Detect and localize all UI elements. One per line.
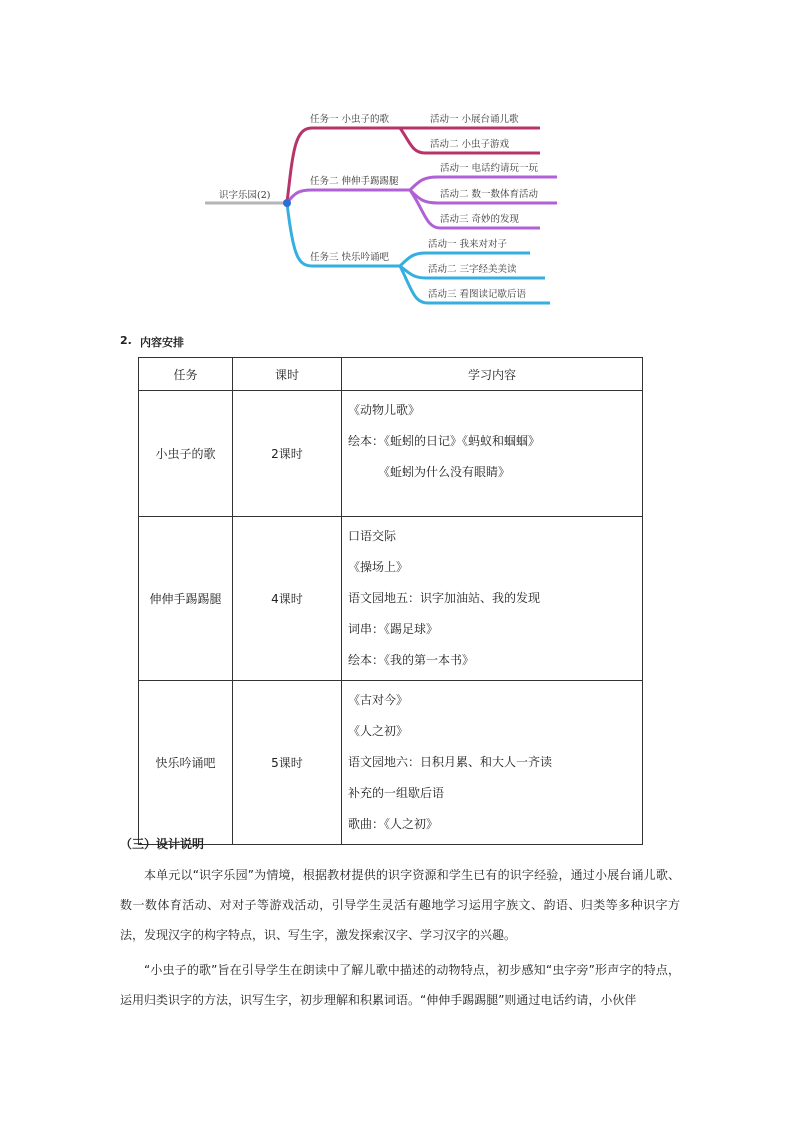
paragraph: “小虫子的歌”旨在引导学生在朗读中了解儿歌中描述的动物特点，初步感知“虫字旁”形声字的特点，运用归类识字的方法，识写生字，初步理解和积累词语。“伸伸手踢踢腿”则通过电话约请，小伙伴 <box>120 963 680 1007</box>
header-hours: 课时 <box>233 358 342 391</box>
content-line: 绘本：《蚯蚓的日记》《蚂蚁和蝈蝈》 <box>348 434 541 448</box>
header-task: 任务 <box>139 358 233 391</box>
task-3-label: 任务三 快乐吟诵吧 <box>310 252 390 263</box>
table-row <box>139 517 643 681</box>
mind-map <box>0 0 794 320</box>
task-1-activity-2: 活动二 小虫子游戏 <box>430 139 510 150</box>
content-line: 《蚯蚓为什么没有眼睛》 <box>378 465 511 479</box>
content-line: 《动物儿歌》 <box>348 403 421 417</box>
hours-cell: 2课时 <box>233 391 342 517</box>
task-1-label: 任务一 小虫子的歌 <box>310 114 390 125</box>
table-row <box>139 681 643 845</box>
content-line: 《人之初》 <box>348 724 409 738</box>
root-node <box>283 199 291 207</box>
content-cell <box>342 517 643 681</box>
root-label: 识字乐园(2) <box>219 190 271 201</box>
content-line: 补充的一组歇后语 <box>348 786 445 800</box>
task-1-activity-1: 活动一 小展台诵儿歌 <box>430 114 519 125</box>
hours-cell: 4课时 <box>233 517 342 681</box>
content-line: 语文园地六：日积月累、和大人一齐读 <box>348 755 553 769</box>
task-2-activity-2: 活动二 数一数体育活动 <box>440 189 539 200</box>
content-line: 口语交际 <box>348 529 397 543</box>
task-2-activity-3: 活动三 奇妙的发现 <box>440 214 520 225</box>
section-number: 2. <box>120 334 132 347</box>
task-2-label: 任务二 伸伸手踢踢腿 <box>310 176 399 187</box>
content-table <box>138 357 643 845</box>
content-line: 绘本：《我的第一本书》 <box>348 653 475 667</box>
design-notes-heading: （三）设计说明 <box>120 837 205 851</box>
content-line: 《古对今》 <box>348 693 409 707</box>
task-cell: 伸伸手踢踢腿 <box>139 517 233 681</box>
table-header-row <box>139 358 643 391</box>
task-cell: 快乐吟诵吧 <box>139 681 233 845</box>
content-line: 语文园地五：识字加油站、我的发现 <box>348 591 541 605</box>
hours-cell: 5课时 <box>233 681 342 845</box>
table-row <box>139 391 643 517</box>
content-line: 词串：《踢足球》 <box>348 622 439 636</box>
task-2-branch <box>287 190 410 203</box>
task-3-activity-1: 活动一 我来对对子 <box>428 239 508 250</box>
task-3-activity-2: 活动二 三字经美美读 <box>428 264 517 275</box>
task-2-activity-1: 活动一 电话约请玩一玩 <box>440 163 539 174</box>
content-line: 《操场上》 <box>348 560 409 574</box>
task-3-activity-3: 活动三 看图读记歇后语 <box>428 289 527 300</box>
content-cell <box>342 391 643 517</box>
content-line: 歌曲：《人之初》 <box>348 817 439 831</box>
paragraph: 本单元以“识字乐园”为情境，根据教材提供的识字资源和学生已有的识字经验，通过小展台诵儿歌、数一数体育活动、对对子等游戏活动，引导学生灵活有趣地学习运用字族文、韵语、归类等多种识字方法，发现汉字的构字特点，识、写生字，激发探索汉字、学习汉字的兴趣。 <box>120 868 680 942</box>
task-cell: 小虫子的歌 <box>139 391 233 517</box>
header-content: 学习内容 <box>342 358 643 391</box>
section-title: 内容安排 <box>140 336 184 349</box>
content-cell <box>342 681 643 845</box>
